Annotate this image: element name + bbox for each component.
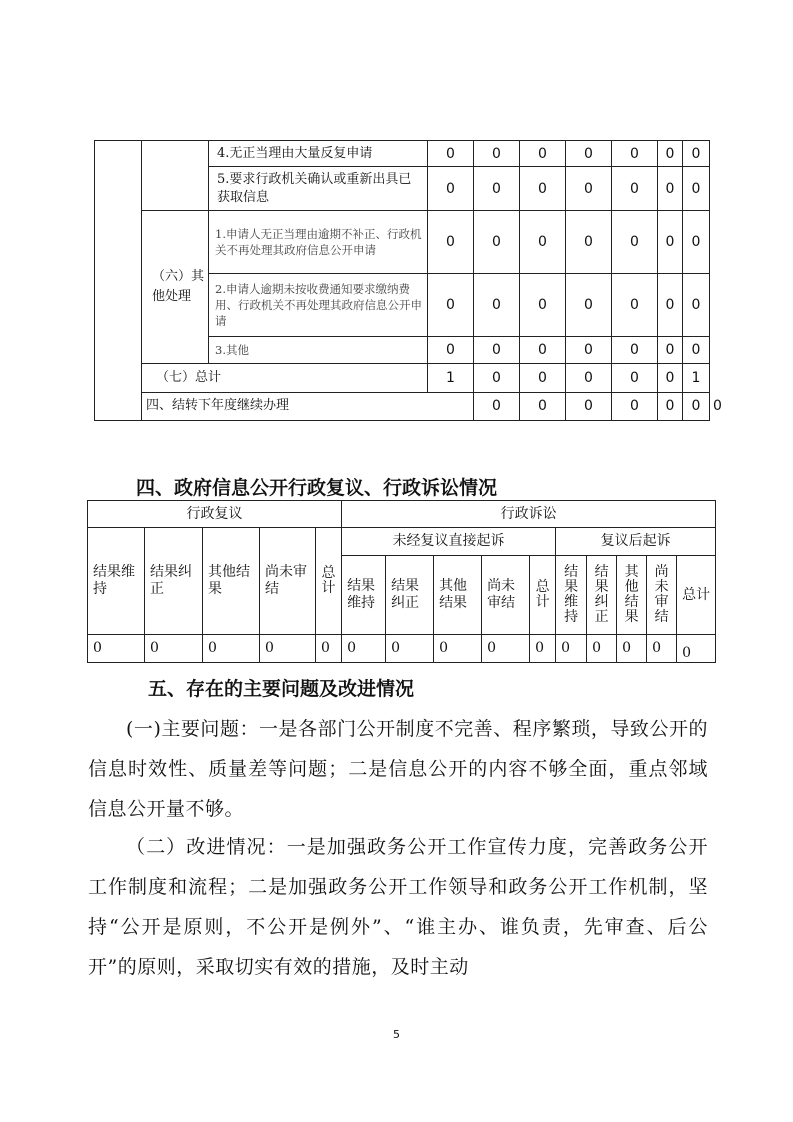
row-label: 5.要求行政机关确认或重新出具已获取信息 [209,167,428,211]
value-cell: 0 [474,336,520,363]
value-cell: 0 [587,634,617,662]
value-cell: 0 [474,210,520,273]
problems-text: 一是各部门公开制度不完善、程序繁琐，导致公开的信息时效性、质量差等问题；二是信息公开的内容不够全面，重点邻域信息公开量不够。 [88,718,708,820]
value-cell: 0 [474,141,520,167]
carryover-label: 四、结转下年度继续办理 [142,392,474,420]
direct-suit-header: 未经复议直接起诉 [342,528,556,556]
value-cell: 0 [658,364,683,392]
table-row [88,634,716,662]
value-cell: 0 [530,634,556,662]
value-cell: 0 [556,634,587,662]
blank-cell [142,141,209,211]
other-handling-category: （六）其他处理 [142,210,209,363]
value-cell: 0 [520,336,566,363]
table-header-row [88,528,716,556]
value-cell: 0 [683,210,710,273]
value-cell: 0 [520,141,566,167]
value-cell: 0 [612,141,658,167]
column-header: 其他结果 [434,556,482,634]
value-cell: 0 [612,167,658,211]
column-header: 其他结果 [203,528,260,635]
value-cell: 0 [658,141,683,167]
column-header: 结果维持 [342,556,386,634]
value-cell: 0 [612,273,658,336]
problems-lead: (一)主要问题： [126,718,260,740]
value-cell: 0 [683,392,710,420]
value-cell: 0 [658,210,683,273]
row-label: 2.申请人逾期未按收费通知要求缴纳费用、行政机关不再处理其政府信息公开申请 [209,273,428,336]
value-cell: 0 [428,273,474,336]
value-cell: 0 [428,336,474,363]
value-cell: 0 [566,364,612,392]
section-5-title: 五、存在的主要问题及改进情况 [148,678,415,700]
table-row-carryover: 四、结转下年度继续办理 0 0 0 0 0 0 0 [95,392,710,420]
value-cell: 0 [566,210,612,273]
improvement-paragraph [88,827,708,987]
total-label: （七）总计 [142,364,428,392]
value-cell: 0 [612,392,658,420]
value-cell: 0 [647,634,677,662]
column-header: 总计 [530,556,556,634]
value-cell: 0 [612,336,658,363]
value-cell: 0 [520,167,566,211]
value-cell: 0 [474,364,520,392]
value-cell: 1 [683,364,710,392]
value-cell: 0 [474,167,520,211]
section-4-title: 四、政府信息公开行政复议、行政诉讼情况 [136,477,498,499]
value-cell: 0 [474,273,520,336]
row-label: 1.申请人无正当理由逾期不补正、行政机关不再处理其政府信息公开申请 [209,210,428,273]
value-cell: 0 [428,210,474,273]
after-review-suit-header: 复议后起诉 [556,528,716,556]
value-cell: 0 [428,167,474,211]
value-cell: 0 [342,634,386,662]
table-header-row [88,501,716,528]
blank-cell [95,141,142,421]
value-cell: 0 [482,634,530,662]
value-cell: 0 [617,634,647,662]
value-cell: 0 [658,273,683,336]
value-cell: 0 [520,273,566,336]
column-header: 总计 [316,528,342,635]
admin-litigation-header: 行政诉讼 [342,501,716,528]
column-header: 尚未审结 [482,556,530,634]
value-cell: 0 [434,634,482,662]
value-cell: 0 [316,634,342,662]
value-cell: 0 [386,634,434,662]
value-cell: 0 [566,141,612,167]
value-cell: 0 [612,210,658,273]
problems-paragraph [88,709,708,829]
row-label: 4.无正当理由大量反复申请 [209,141,428,167]
admin-review-header: 行政复议 [88,501,342,528]
table-row [95,141,710,167]
value-cell: 0 [428,141,474,167]
value-cell: 1 [428,364,474,392]
improvement-lead: （二）改进情况： [126,836,287,858]
value-cell: 0 [683,336,710,363]
value-cell: 0 [566,273,612,336]
value-cell: 0 [260,634,316,662]
column-header: 尚未审结 [647,556,677,634]
column-header: 总计 [677,556,716,634]
column-header: 尚未审结 [260,528,316,635]
value-cell: 0 [683,141,710,167]
value-cell: 0 [677,634,716,662]
value-cell: 0 [566,167,612,211]
column-header: 结果纠正 [386,556,434,634]
value-cell: 0 [520,364,566,392]
column-header: 其他结果 [617,556,647,634]
column-header: 结果维持 [88,528,145,635]
improvement-text: 一是加强政务公开工作宣传力度，完善政务公开工作制度和流程；二是加强政务公开工作领导和政务公开工作机制，坚持“公开是原则，不公开是例外”、“谁主办、谁负责，先审查、后公开”的原则，采取切实有效的措施，及时主动 [88,836,708,978]
value-cell: 0 [203,634,260,662]
value-cell: 0 [520,392,566,420]
page-number: 5 [393,1028,400,1041]
value-cell: 0 [683,167,710,211]
column-header: 结果纠正 [145,528,203,635]
table-row-total [95,364,710,392]
column-header: 结果维持 [556,556,587,634]
value-cell: 0 [474,392,520,420]
value-cell: 0 [566,336,612,363]
column-header: 结果纠正 [587,556,617,634]
value-cell: 0 [520,210,566,273]
value-cell: 0 [88,634,145,662]
review-litigation-table [87,500,716,663]
row-label: 3.其他 [209,336,428,363]
value-cell: 0 [145,634,203,662]
value-cell: 0 [683,273,710,336]
application-handling-table [94,140,722,421]
table-row [95,210,710,273]
value-cell: 0 [658,167,683,211]
value-cell: 0 [658,392,683,420]
value-cell: 0 [658,336,683,363]
value-cell: 0 [566,392,612,420]
value-cell: 0 [612,364,658,392]
